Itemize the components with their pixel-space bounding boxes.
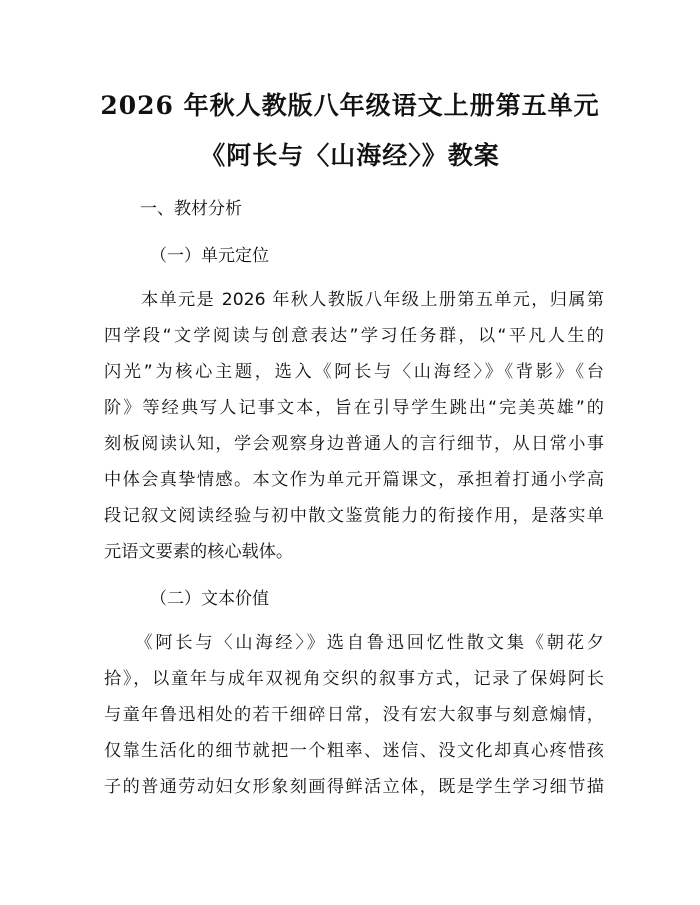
paragraph-line: 仅靠生活化的细节就把一个粗率、迷信、没文化却真心疼惜孩 (104, 741, 604, 761)
paragraph-line: 《阿长与〈山海经〉》选自鲁迅回忆性散文集《朝花夕 (104, 633, 604, 653)
paragraph-line: 与童年鲁迅相处的若干细碎日常，没有宏大叙事与刻意煽情， (104, 705, 604, 725)
paragraph-text-value (104, 625, 604, 805)
paragraph-line: 刻板阅读认知，学会观察身边普通人的言行细节，从日常小事 (104, 434, 604, 454)
paragraph-line: 段记叙文阅读经验与初中散文鉴赏能力的衔接作用，是落实单 (104, 506, 604, 526)
paragraph-line: 闪光”为核心主题，选入《阿长与〈山海经〉》《背影》《台 (104, 362, 604, 382)
paragraph-line: 四学段“文学阅读与创意表达”学习任务群，以“平凡人生的 (104, 326, 604, 346)
paragraph-line: 拾》，以童年与成年双视角交织的叙事方式，记录了保姆阿长 (104, 669, 604, 689)
subsection-heading-text-value: （二）文本价值 (150, 589, 269, 609)
document-title-line1: 2026 年秋人教版八年级语文上册第五单元 (100, 91, 600, 120)
paragraph-line: 本单元是 2026 年秋人教版八年级上册第五单元，归属第 (104, 290, 604, 310)
paragraph-unit-positioning (104, 282, 604, 570)
paragraph-line: 中体会真挚情感。本文作为单元开篇课文，承担着打通小学高 (104, 470, 604, 490)
subsection-heading-unit-positioning: （一）单元定位 (150, 246, 269, 266)
paragraph-line: 子的普通劳动妇女形象刻画得鲜活立体，既是学生学习细节描 (104, 777, 604, 797)
document-title-line2: 《阿长与〈山海经〉》教案 (200, 141, 500, 170)
section-heading-textbook-analysis: 一、教材分析 (140, 199, 242, 219)
paragraph-line: 元语文要素的核心载体。 (104, 542, 294, 562)
paragraph-line: 阶》等经典写人记事文本，旨在引导学生跳出“完美英雄”的 (104, 398, 604, 418)
